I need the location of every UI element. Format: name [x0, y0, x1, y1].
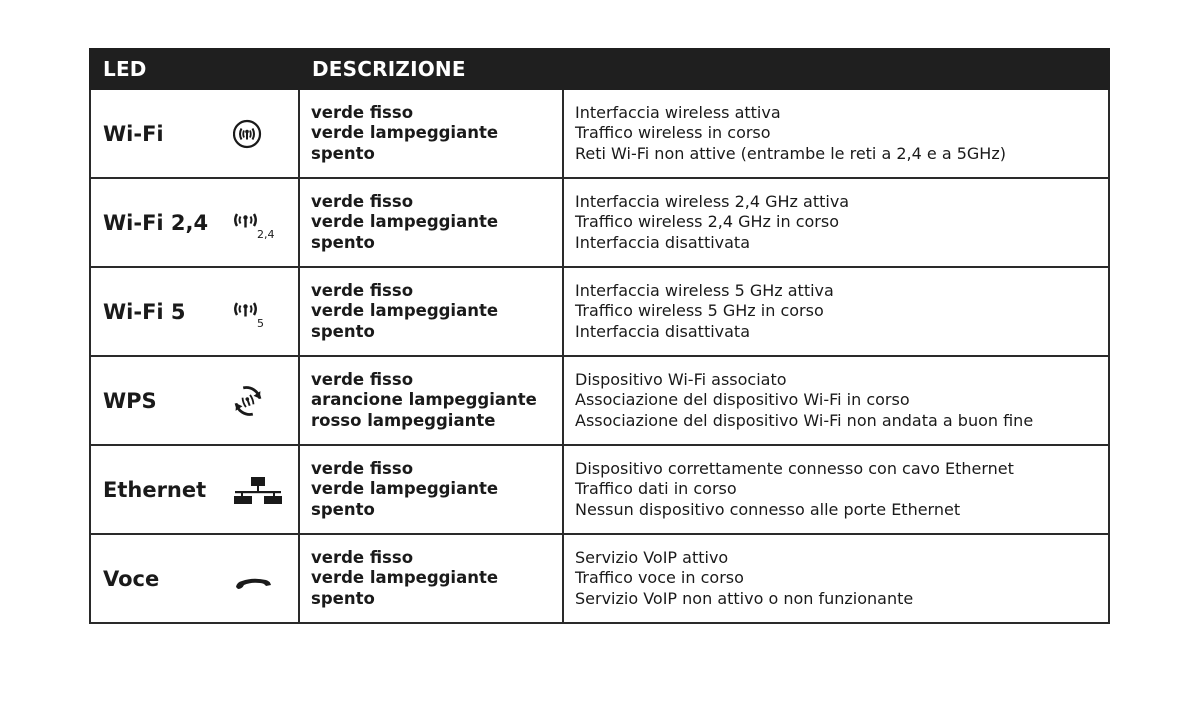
state-line: verde fisso [311, 102, 414, 122]
led-name: WPS [103, 388, 157, 413]
description-line: Interfaccia disattivata [575, 321, 751, 341]
state-line: verde fisso [311, 547, 414, 567]
header-led: LED [90, 49, 299, 89]
state-line: verde lampeggiante [311, 212, 499, 232]
wifi-antenna-icon [233, 292, 289, 332]
state-line: spento [311, 499, 375, 519]
led-name: Wi-Fi 5 [103, 299, 186, 324]
state-line: spento [311, 321, 375, 341]
icon-subscript: 5 [257, 316, 264, 330]
state-line: verde lampeggiante [311, 123, 499, 143]
led-name: Wi-Fi [103, 121, 164, 146]
led-cell [90, 267, 299, 356]
description-line: Associazione del dispositivo Wi-Fi non andata a buon fine [575, 410, 1034, 430]
led-cell [90, 356, 299, 445]
led-name: Ethernet [103, 477, 207, 502]
description-cell [563, 89, 1109, 178]
state-line: verde lampeggiante [311, 301, 499, 321]
state-line: rosso lampeggiante [311, 410, 496, 430]
description-line: Interfaccia wireless 5 GHz attiva [575, 280, 834, 300]
ethernet-network-icon [233, 470, 289, 510]
state-line: spento [311, 232, 375, 252]
description-line: Traffico wireless in corso [575, 123, 771, 143]
wps-icon [233, 381, 289, 421]
state-cell [299, 267, 563, 356]
description-cell [563, 534, 1109, 623]
description-line: Traffico wireless 2,4 GHz in corso [575, 212, 839, 232]
wifi-antenna-icon [233, 203, 289, 243]
led-cell [90, 178, 299, 267]
table-row [90, 178, 1109, 267]
description-line: Interfaccia disattivata [575, 232, 751, 252]
state-cell [299, 445, 563, 534]
description-line: Nessun dispositivo connesso alle porte Ethernet [575, 499, 961, 519]
description-line: Associazione del dispositivo Wi-Fi in corso [575, 390, 910, 410]
table-row [90, 267, 1109, 356]
icon-subscript: 2,4 [257, 227, 275, 241]
description-cell [563, 445, 1109, 534]
description-line: Traffico wireless 5 GHz in corso [575, 301, 824, 321]
state-line: spento [311, 143, 375, 163]
state-line: verde lampeggiante [311, 568, 499, 588]
state-cell [299, 356, 563, 445]
led-cell [90, 89, 299, 178]
state-line: arancione lampeggiante [311, 390, 537, 410]
state-line: verde fisso [311, 458, 414, 478]
led-name: Wi-Fi 2,4 [103, 210, 209, 235]
description-line: Servizio VoIP attivo [575, 547, 729, 567]
description-line: Interfaccia wireless 2,4 GHz attiva [575, 191, 850, 211]
state-line: verde fisso [311, 191, 414, 211]
state-cell [299, 178, 563, 267]
phone-handset-icon [233, 559, 289, 599]
led-name: Voce [103, 566, 160, 591]
table-row [90, 356, 1109, 445]
wifi-circle-icon [233, 114, 289, 154]
state-cell [299, 89, 563, 178]
table-row [90, 89, 1109, 178]
description-line: Servizio VoIP non attivo o non funzionante [575, 588, 914, 608]
state-line: verde fisso [311, 369, 414, 389]
description-line: Reti Wi-Fi non attive (entrambe le reti a 2,4 e a 5GHz) [575, 143, 1006, 163]
led-cell [90, 534, 299, 623]
description-line: Traffico voce in corso [575, 568, 744, 588]
description-cell [563, 178, 1109, 267]
led-status-table [89, 48, 1110, 624]
description-line: Dispositivo correttamente connesso con cavo Ethernet [575, 458, 1014, 478]
led-cell [90, 445, 299, 534]
table-row [90, 445, 1109, 534]
state-cell [299, 534, 563, 623]
description-line: Traffico dati in corso [575, 479, 737, 499]
description-cell [563, 356, 1109, 445]
header-description: DESCRIZIONE [299, 49, 1109, 89]
description-line: Interfaccia wireless attiva [575, 102, 781, 122]
table-row [90, 534, 1109, 623]
state-line: spento [311, 588, 375, 608]
state-line: verde fisso [311, 280, 414, 300]
table-header-row [90, 49, 1109, 89]
state-line: verde lampeggiante [311, 479, 499, 499]
description-line: Dispositivo Wi-Fi associato [575, 369, 787, 389]
description-cell [563, 267, 1109, 356]
